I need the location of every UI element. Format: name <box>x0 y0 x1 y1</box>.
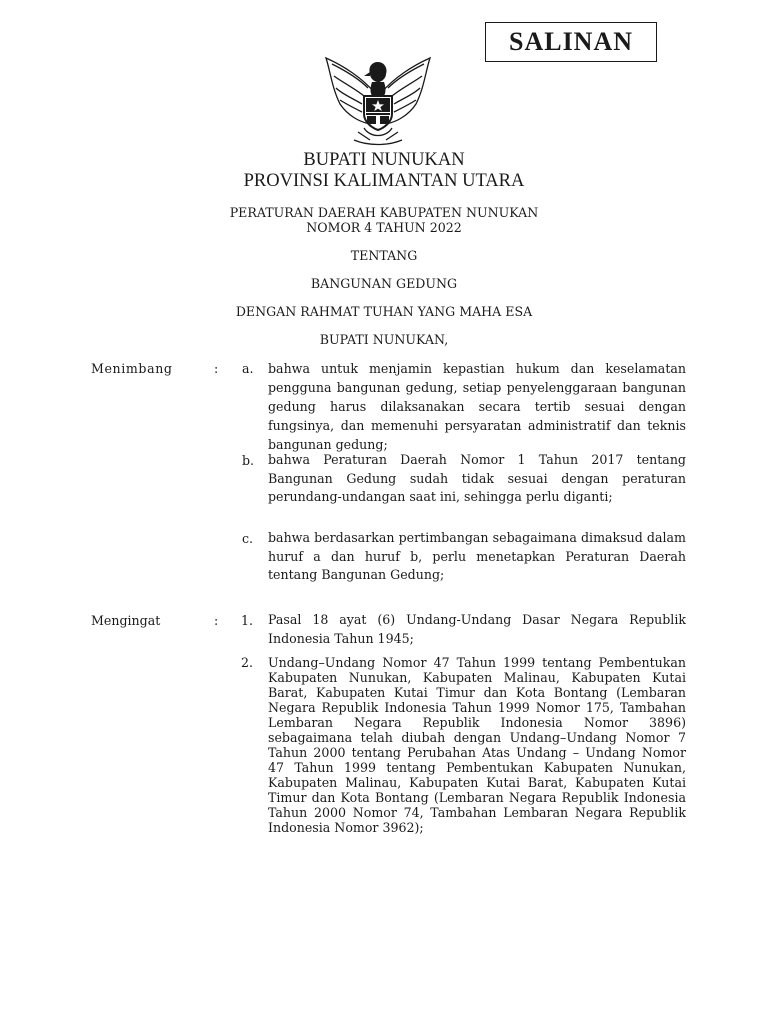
mengingat-marker-2: 2. <box>241 655 254 670</box>
mengingat-marker-1: 1. <box>241 613 254 628</box>
menimbang-marker-c: c. <box>242 531 254 546</box>
mengingat-item-1: Pasal 18 ayat (6) Undang-Undang Dasar Negara Republik Indonesia Tahun 1945; <box>268 612 686 646</box>
garuda-emblem-icon <box>314 48 442 148</box>
menimbang-colon: : <box>214 361 219 376</box>
menimbang-label: Menimbang <box>91 361 173 376</box>
regulation-title: PERATURAN DAERAH KABUPATEN NUNUKAN <box>229 205 539 220</box>
regent-heading: BUPATI NUNUKAN <box>303 150 465 170</box>
menimbang-marker-a: a. <box>242 361 254 376</box>
tentang-label: TENTANG <box>350 248 418 263</box>
menimbang-item-a: bahwa untuk menjamin kepastian hukum dan keselamatan pengguna bangunan gedung, setiap penyelenggaraan bangunan gedung harus dilaksanakan secara tertib sesuai dengan fungsinya, dan memenuhi persyaratan administratif dan teknis bangunan gedung; <box>268 361 686 452</box>
mengingat-item-2: Undang–Undang Nomor 47 Tahun 1999 tentang Pembentukan Kabupaten Nunukan, Kabupaten Malinau, Kabupaten Kutai Barat, Kabupaten Kutai Timur dan Kota Bontang (Lembaran Negara Republik Indonesia Tahun 1999 Nomor 175, Tambahan Lembaran Negara Republik Indonesia Nomor 3896) sebagaimana telah diubah dengan Undang–Undang Nomor 7 Tahun 2000 tentang Perubahan Atas Undang – Undang Nomor 47 Tahun 1999 tentang Pembentukan Kabupaten Nunukan, Kabupaten Malinau, Kabupaten Kutai Barat, Kabupaten Kutai Timur dan Kota Bontang (Lembaran Negara Republik Indonesia Tahun 2000 Nomor 74, Tambahan Lembaran Negara Republik Indonesia Nomor 3962); <box>268 655 686 835</box>
blessing-line: DENGAN RAHMAT TUHAN YANG MAHA ESA <box>235 304 533 319</box>
regulation-number: NOMOR 4 TAHUN 2022 <box>306 220 462 235</box>
mengingat-colon: : <box>214 613 219 628</box>
authority-line: BUPATI NUNUKAN, <box>319 332 449 347</box>
regulation-subject: BANGUNAN GEDUNG <box>310 276 458 291</box>
menimbang-item-b: bahwa Peraturan Daerah Nomor 1 Tahun 2017 tentang Bangunan Gedung sudah tidak sesuai dengan peraturan perundang-undangan saat ini, sehingga perlu diganti; <box>268 452 686 505</box>
mengingat-label: Mengingat <box>91 613 161 628</box>
menimbang-item-c: bahwa berdasarkan pertimbangan sebagaimana dimaksud dalam huruf a dan huruf b, perlu menetapkan Peraturan Daerah tentang Bangunan Gedung; <box>268 530 686 583</box>
menimbang-marker-b: b. <box>242 453 255 468</box>
salinan-stamp: SALINAN <box>485 22 657 62</box>
province-heading: PROVINSI KALIMANTAN UTARA <box>243 171 525 191</box>
